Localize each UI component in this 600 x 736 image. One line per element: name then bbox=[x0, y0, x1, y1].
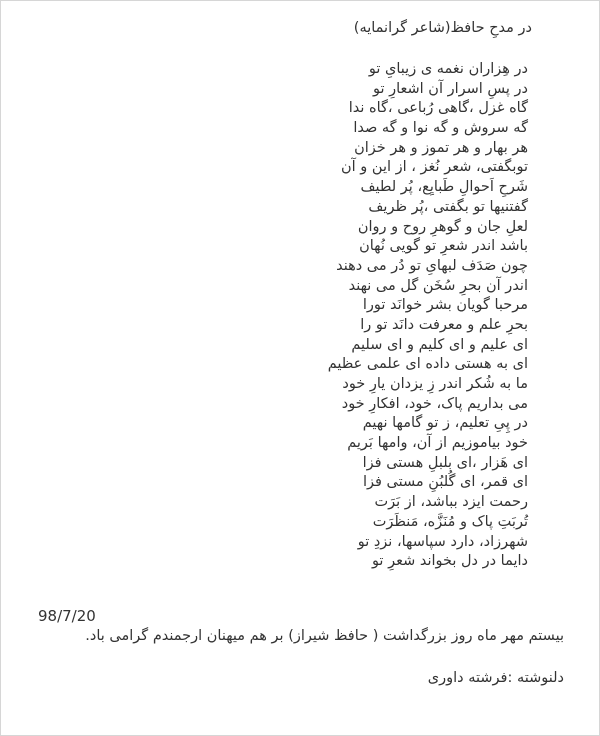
poem-line: اندر آن بحرِ سُخَن گل می نهند bbox=[348, 277, 528, 294]
poem-title: در مدحِ حافظ(شاعر گرانمایه) bbox=[353, 20, 532, 36]
poem-body bbox=[328, 60, 528, 572]
poem-line: گفتنیها تو بگفتی ،پُر ظریف bbox=[368, 198, 528, 215]
poem-line: ای علیم و ای کلیم و ای سلیم bbox=[351, 336, 528, 353]
poem-line: در پِیِ تعلیم، ز تو گامها نهیم bbox=[362, 415, 528, 432]
poem-line: لعلِ جان و گوهرِ روح و روان bbox=[357, 218, 528, 235]
author-signature: دلنوشته :فرشته داوری bbox=[427, 670, 564, 686]
poem-line: خود بیاموزیم از آن، وامها بَریم bbox=[347, 435, 528, 452]
poem-line: گه سروش و گه نوا و گه صدا bbox=[353, 120, 528, 137]
poem-line: مرحبا گویان بشر خوانَد تورا bbox=[362, 297, 528, 314]
poem-line: گاه غزل ،گاهی رُباعی ،گاه ندا bbox=[348, 100, 528, 117]
poem-line: در پسِ اسرار آن اشعارِ تو bbox=[372, 80, 528, 97]
poem-line: توبگفتی، شعر نُغز ، از این و آن bbox=[341, 159, 528, 176]
poem-line: ای قمر، ای گُلبُنِ مستی فزا bbox=[362, 474, 528, 491]
poem-line: باشد اندر شعرِ تو گویی نُهان bbox=[359, 238, 528, 255]
poem-line: بحرِ علم و معرفت دانَد تو را bbox=[360, 316, 528, 333]
poem-line: می بداریم پاک، خود، افکارِ خود bbox=[341, 395, 528, 412]
date-stamp: 98/7/20 bbox=[38, 607, 96, 625]
poem-line: ما به شُکر اندر زِ یزدان یارِ خود bbox=[342, 376, 528, 392]
poem-line: در هِزاران نغمه ی زیبایِ تو bbox=[368, 61, 528, 77]
poem-line: چون صَدَف لبهایِ تو دُر می دهند bbox=[336, 257, 528, 274]
poem-line: دایما در دل بخواند شعرِ تو bbox=[371, 553, 528, 570]
poem-line: رحمت ایزد بباشد، از بَرَت bbox=[374, 494, 528, 511]
poem-line: تُربَتِ پاک و مُنَزَّه، مَنظَرَت bbox=[372, 513, 528, 530]
poem-line: هر بهار و هر تموز و هر خزان bbox=[354, 139, 528, 156]
poem-line: شهرزاد، دارد سپاسها، نزدِ تو bbox=[357, 533, 528, 550]
poem-line: ای به هستی داده ای علمی عظیم bbox=[327, 356, 528, 373]
poem-line: ای هَزار ،ای بلبلِ هستی فزا bbox=[362, 454, 528, 471]
poem-line: شَرحِ اَحوالِ طَبایِع، پُر لطیف bbox=[360, 179, 528, 196]
commemoration-note: بیستم مهر ماه روز بزرگداشت ( حافظ شیراز) بر هم میهنان ارجمندم گرامی باد. bbox=[85, 628, 564, 644]
